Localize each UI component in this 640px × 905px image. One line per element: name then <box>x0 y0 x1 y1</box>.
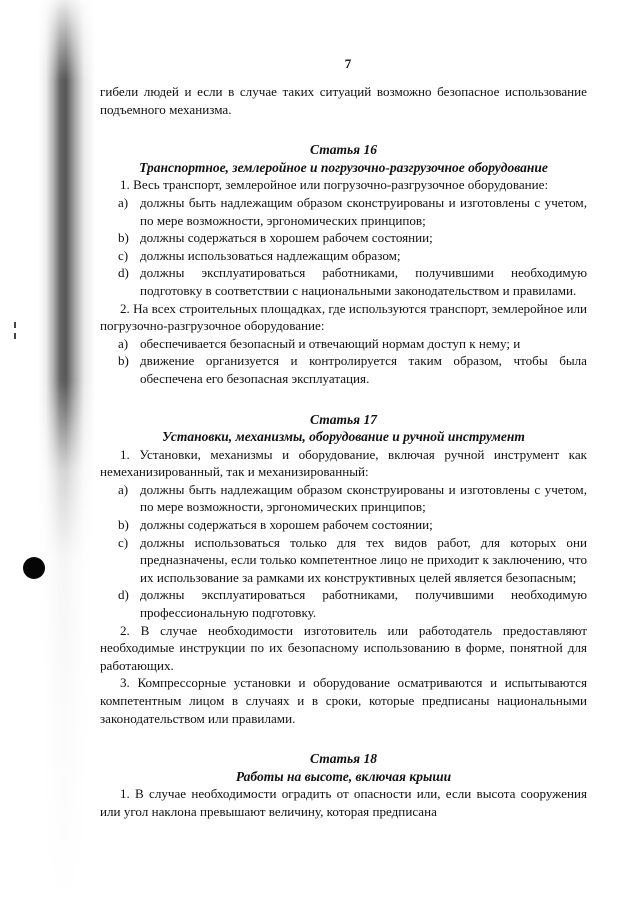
list-text: движение организуется и контролируется таким образом, чтобы была обеспечена его безопасная эксплуатация. <box>140 353 587 386</box>
list-item <box>100 194 587 229</box>
list-item <box>100 586 587 621</box>
article-17-paragraph-1: 1. Установки, механизмы и оборудование, включая ручной инструмент как немеханизированный, так и механизированный: <box>100 446 587 480</box>
list-text: должны содержаться в хорошем рабочем состоянии; <box>140 517 433 533</box>
article-16-paragraph-2: 2. На всех строительных площадках, где используются транспорт, землеройное или погрузочно-разгрузочное оборудование: <box>100 300 587 334</box>
list-item <box>100 352 587 387</box>
list-text: должны быть надлежащим образом сконструированы и изготовлены с учетом, по мере возможности, эргономических принципов; <box>140 481 587 515</box>
article-17-title: Установки, механизмы, оборудование и ручной инструмент <box>162 429 525 445</box>
list-marker: c) <box>118 247 129 263</box>
list-item <box>100 264 587 299</box>
list-text: обеспечивается безопасный и отвечающий нормам доступ к нему; и <box>140 335 521 351</box>
binder-hole <box>23 557 45 579</box>
list-marker: d) <box>118 265 129 281</box>
article-17-heading: Статья 17 <box>310 411 377 427</box>
article-18-heading: Статья 18 <box>310 751 377 767</box>
article-17-paragraph-2: 2. В случае необходимости изготовитель или работодатель предоставляют необходимые инструкции по их безопасному использованию в форме, понятной для работающих. <box>100 622 587 673</box>
article-18-paragraph-1: 1. В случае необходимости оградить от опасности или, если высота сооружения или угол наклона превышают величину, которая предписана <box>100 786 587 819</box>
list-text: должны использоваться надлежащим образом; <box>140 247 401 263</box>
list-item <box>100 335 587 353</box>
list-marker: a) <box>118 481 129 497</box>
list-item <box>100 229 587 247</box>
list-text: должны эксплуатироваться работниками, получившими необходимую подготовку в соответствии с национальными законодательством и правилами. <box>140 265 587 298</box>
page-number: 7 <box>344 56 352 71</box>
document-body <box>100 83 587 821</box>
intro-paragraph: гибели людей и если в случае таких ситуаций возможно безопасное использование подъемного механизма. <box>100 84 587 117</box>
list-marker: b) <box>118 353 129 369</box>
list-item <box>100 534 587 587</box>
scan-speck <box>14 322 16 328</box>
article-16-paragraph-1: 1. Весь транспорт, землеройное или погрузочно-разгрузочное оборудование: <box>120 177 549 193</box>
article-16-title: Транспортное, землеройное и погрузочно-разгрузочное оборудование <box>139 159 548 175</box>
article-17-paragraph-3: 3. Компрессорные установки и оборудование осматриваются и испытываются компетентным лицом в случаях и в сроки, которые предписаны национальными законодательством или правилами. <box>100 675 587 726</box>
article-16-heading: Статья 16 <box>310 142 377 158</box>
list-marker: b) <box>118 230 129 246</box>
list-text: должны содержаться в хорошем рабочем состоянии; <box>140 230 433 246</box>
list-marker: c) <box>118 534 129 550</box>
list-marker: b) <box>118 517 129 533</box>
list-item <box>100 247 587 265</box>
list-text: должны быть надлежащим образом сконструированы и изготовлены с учетом, по мере возможности, эргономических принципов; <box>140 194 587 228</box>
list-item <box>100 516 587 534</box>
scan-shadow-fade <box>0 0 95 905</box>
list-marker: d) <box>118 587 129 603</box>
list-marker: a) <box>118 335 129 351</box>
list-marker: a) <box>118 194 129 210</box>
scan-speck <box>14 333 16 339</box>
list-text: должны использоваться только для тех видов работ, для которых они предназначены, если только компетентное лицо не приходит к заключению, что их использование за рамками их конструктивных целей является безопасным; <box>140 534 587 585</box>
list-item <box>100 481 587 516</box>
list-text: должны эксплуатироваться работниками, получившими необходимую профессиональную подготовку. <box>140 587 587 621</box>
article-18-title: Работы на высоте, включая крыши <box>235 768 452 784</box>
